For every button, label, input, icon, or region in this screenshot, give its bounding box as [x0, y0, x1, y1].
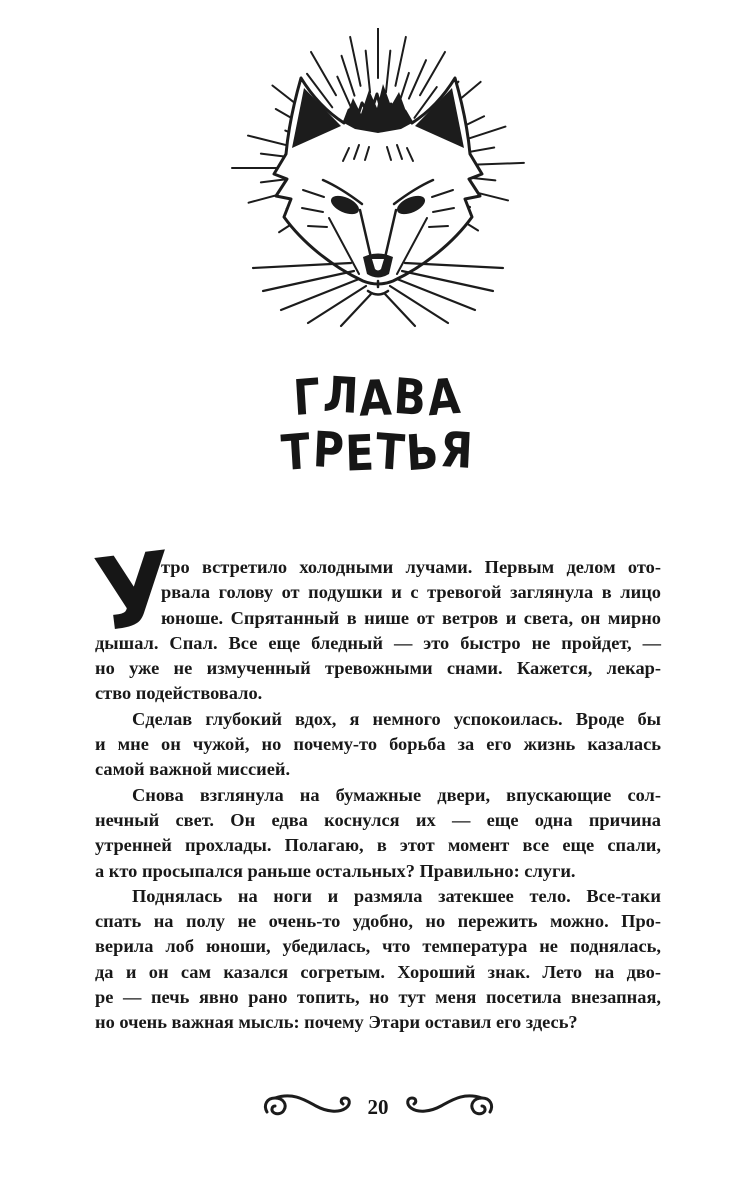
text-line: ство подействовало. [95, 683, 263, 704]
text-line: Сделав глубокий вдох, я немного успокоилась. Вроде бы [132, 708, 661, 729]
text-line: рвала голову от подушки и с тревогой заглянула в лицо [161, 582, 661, 603]
chapter-title-line-1: ГЛАВА [292, 365, 464, 428]
text-line: утренней прохлады. Полагаю, в этот момент все еще спали, [95, 835, 661, 856]
text-line: и мне он чужой, но почему-то борьба за его жизнь казалась [95, 734, 661, 755]
chapter-illustration [213, 28, 543, 328]
text-line: но уже не измученный тревожными снами. Кажется, лекар- [95, 658, 661, 679]
text-line: Снова взглянула на бумажные двери, впускающие сол- [132, 784, 661, 805]
text-line: а кто просыпался раньше остальных? Правильно: слуги. [95, 860, 576, 881]
text-line: самой важной миссией. [95, 759, 291, 780]
chapter-title-line-2: ТРЕТЬЯ [279, 421, 476, 483]
text-line: спать на полу не очень-то удобно, но пережить можно. Про- [95, 911, 661, 932]
text-line: но очень важная мысль: почему Этари оставил его здесь? [95, 1012, 578, 1033]
text-line: Поднялась на ноги и размяла затекшее тело. Все-таки [132, 885, 661, 906]
flourish-right-icon [404, 1092, 496, 1122]
text-line: ре — печь явно рано топить, но тут меня посетила внезапная, [95, 987, 661, 1008]
text-line: верила лоб юноши, убедилась, что температура не поднялась, [95, 936, 661, 957]
text-line: нечный свет. Он едва коснулся их — еще одна причина [95, 809, 661, 830]
chapter-text [88, 529, 661, 1036]
fox-head-rays-icon [213, 28, 543, 328]
text-line: да и он сам казался согретым. Хороший знак. Лето на дво- [95, 961, 661, 982]
text-line: юноше. Спрятанный в нише от ветров и света, он мирно [161, 607, 661, 628]
chapter-title [0, 365, 756, 483]
text-line: тро встретило холодными лучами. Первым делом ото- [161, 557, 661, 577]
drop-cap: У [88, 529, 180, 655]
flourish-left-icon [261, 1092, 353, 1122]
page-footer [0, 1092, 756, 1122]
text-line: дышал. Спал. Все еще бледный — это быстро не пройдет, — [95, 632, 661, 653]
page-number: 20 [367, 1095, 389, 1119]
